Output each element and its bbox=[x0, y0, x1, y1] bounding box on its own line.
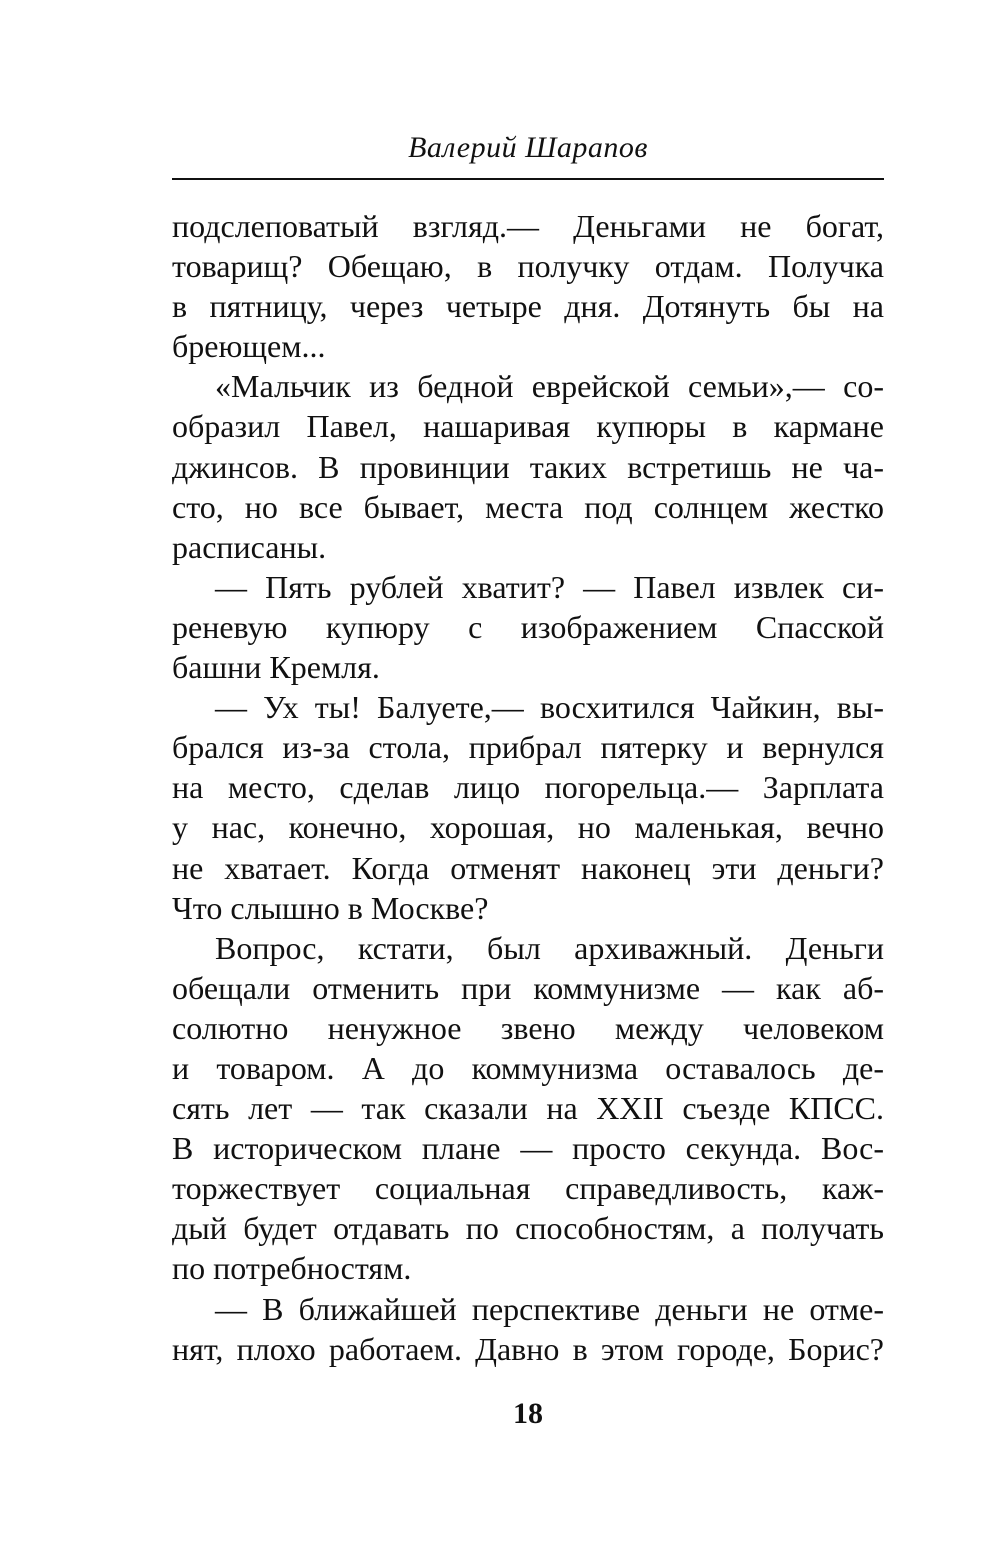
text-line: — В ближайшей перспективе деньги не отме- bbox=[215, 1290, 884, 1327]
text-line: дый будет отдавать по способностям, а получать bbox=[172, 1210, 884, 1247]
text-line: у нас, конечно, хорошая, но маленькая, вечно bbox=[172, 809, 884, 846]
text-line: в пятницу, через четыре дня. Дотянуть бы на bbox=[172, 288, 884, 325]
text-line: «Мальчик из бедной еврейской семьи»,— со- bbox=[215, 368, 884, 405]
text-line: и товаром. А до коммунизма оставалось де- bbox=[172, 1049, 884, 1086]
text-line: товарищ? Обещаю, в получку отдам. Получка bbox=[172, 248, 884, 285]
text-line: на место, сделав лицо погорельца.— Зарплата bbox=[172, 769, 884, 806]
text-line: — Пять рублей хватит? — Павел извлек си- bbox=[215, 568, 884, 605]
text-line: башни Кремля. bbox=[172, 649, 380, 686]
text-line: не хватает. Когда отменят наконец эти деньги? bbox=[172, 849, 884, 886]
text-line: расписаны. bbox=[172, 528, 327, 565]
page-number: 18 bbox=[513, 1397, 543, 1430]
text-line: Что слышно в Москве? bbox=[172, 889, 489, 926]
text-line: Вопрос, кстати, был архиважный. Деньги bbox=[215, 929, 884, 966]
text-line: по потребностям. bbox=[172, 1250, 412, 1287]
text-line: реневую купюру с изображением Спасской bbox=[172, 608, 884, 645]
text-line: подслеповатый взгляд.— Деньгами не богат, bbox=[172, 208, 884, 244]
text-line: обещали отменить при коммунизме — как аб- bbox=[172, 969, 884, 1006]
text-line: — Ух ты! Балуете,— восхитился Чайкин, вы- bbox=[215, 689, 884, 726]
text-line: бреющем... bbox=[172, 328, 326, 365]
header-rule bbox=[172, 178, 884, 180]
text-line: торжествует социальная справедливость, каж- bbox=[172, 1170, 884, 1207]
text-line: образил Павел, нашаривая купюры в кармане bbox=[172, 408, 884, 445]
text-line: нят, плохо работаем. Давно в этом городе, Борис? bbox=[172, 1330, 884, 1367]
text-line: джинсов. В провинции таких встретишь не ча- bbox=[172, 448, 884, 485]
text-line: сто, но все бывает, места под солнцем жестко bbox=[172, 488, 884, 525]
text-body bbox=[172, 206, 884, 1369]
text-line: брался из-за стола, прибрал пятерку и вернулся bbox=[172, 729, 884, 766]
text-line: солютно ненужное звено между человеком bbox=[172, 1009, 884, 1046]
running-head: Валерий Шарапов bbox=[408, 131, 648, 164]
text-line: В историческом плане — просто секунда. Вос- bbox=[172, 1130, 884, 1167]
text-line: сять лет — так сказали на XXII съезде КПСС. bbox=[172, 1090, 884, 1127]
